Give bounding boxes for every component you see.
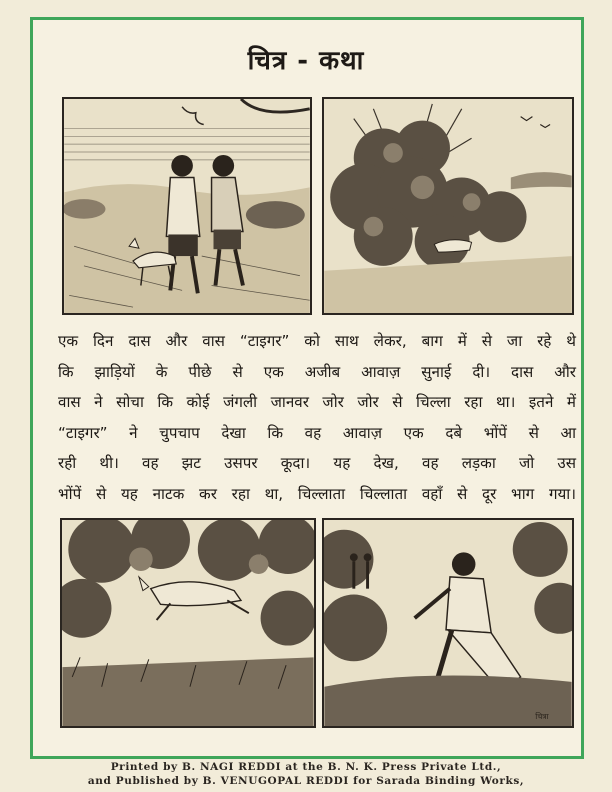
- imprint-line-publisher: and Published by B. VENUGOPAL REDDI for Sarada Binding Works,: [87, 775, 525, 787]
- noisy-bushes-illustration: [324, 99, 572, 313]
- dog-leaping-illustration: [62, 520, 314, 726]
- boy-running-illustration: [324, 520, 572, 726]
- story-text: [58, 326, 576, 509]
- panel-boy-running: [322, 518, 574, 728]
- imprint-footer: [0, 760, 612, 788]
- story-line: वास ने सोचा कि कोई जंगली जानवर जोर जोर से चिल्ला रहा था। इतने में: [58, 393, 576, 411]
- boys-with-dog-illustration: [64, 99, 310, 313]
- imprint-line-printer: Printed by B. NAGI REDDI at the B. N. K. Press Private Ltd.,: [110, 761, 502, 773]
- panel-dog-leaping: [60, 518, 316, 728]
- page-title: चित्र - कथा: [247, 46, 365, 76]
- story-line: भोंपें से यह नाटक कर रहा था, चिल्लाता चिल्लाता वहाँ से दूर भाग गया।: [58, 484, 576, 503]
- panel-boys-with-dog: [62, 97, 312, 315]
- story-line: कि झाड़ियों के पीछे से एक अजीब आवाज़ सुनाई दी। दास और: [58, 362, 576, 381]
- story-line: रही थी। वह झट उसपर कूदा। यह देख, वह लड़का जो उस: [58, 454, 576, 472]
- story-line: एक दिन दास और वास “टाइगर” को साथ लेकर, बाग में से जा रहे थे: [58, 332, 576, 350]
- illustrator-signature: चित्रा: [535, 712, 549, 722]
- story-line: “टाइगर” ने चुपचाप देखा कि वह आवाज़ एक दबे भोंपें से आ: [58, 423, 576, 442]
- panel-noisy-bushes: [322, 97, 574, 315]
